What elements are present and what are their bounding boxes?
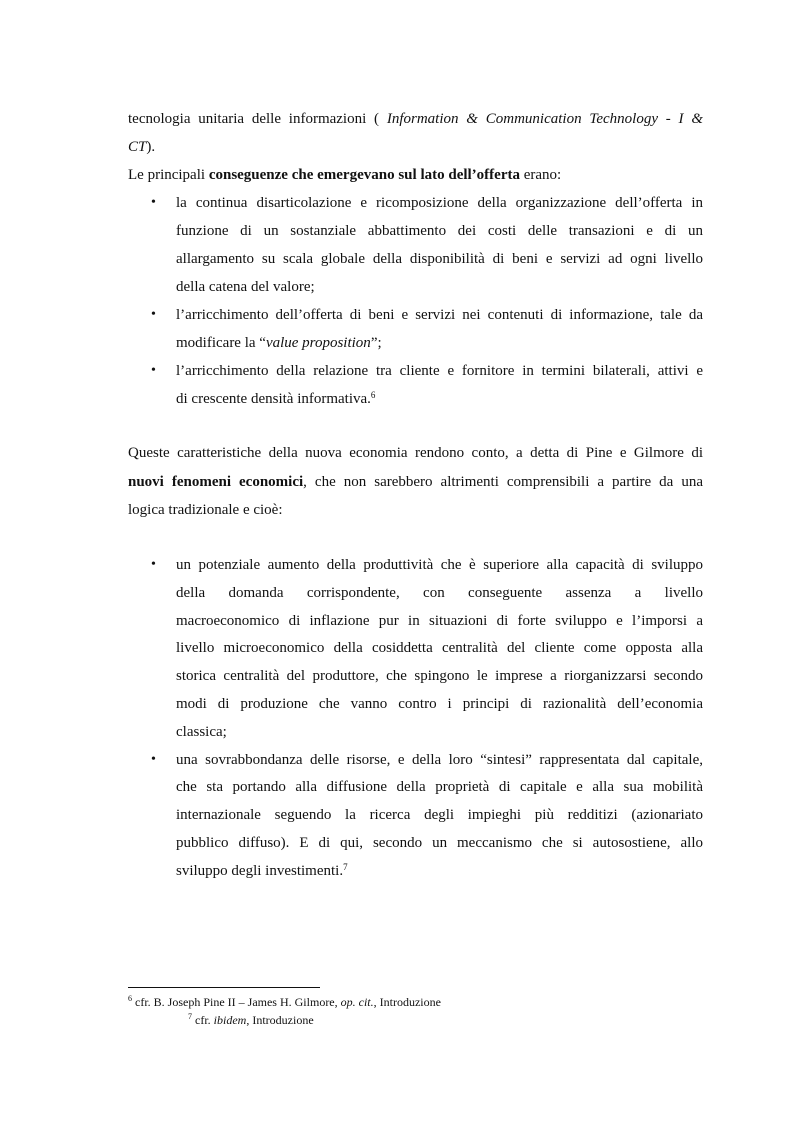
intro-line-1: tecnologia unitaria delle informazioni ( Information & Communication Technology - I &	[128, 111, 703, 127]
list-item-text: modi di produzione che vanno contro i principi di razionalità dell’economia	[176, 696, 703, 712]
footnote-7: $^7$ cfr. ibidem, Introduzione	[188, 1012, 314, 1027]
footnote-ref: 6	[370, 390, 376, 400]
list-item-text: internazionale seguendo la ricerca degli impieghi più redditizi (azionariato	[176, 807, 703, 823]
list-item-text: storica centralità del produttore, che spingono le imprese a riorganizzarsi secondo	[176, 668, 703, 684]
intro-line-2: CT).	[128, 139, 156, 155]
list-item-text: macroeconomico di inflazione pur in situazioni di forte sviluppo e l’imporsi a	[176, 613, 703, 629]
list-item-text: della catena del valore;	[176, 279, 315, 295]
bullet-icon: •	[151, 307, 156, 322]
bullet-icon: •	[151, 752, 156, 767]
list-item-text: funzione di un sostanziale abbattimento dei costi delle transazioni e di un	[176, 223, 703, 239]
list-item-text: livello microeconomico della cosiddetta centralità del cliente come opposta alla	[176, 640, 703, 656]
bullet-icon: •	[151, 557, 156, 572]
footnote-ref: 7	[343, 862, 348, 872]
list-item-text: sviluppo degli investimenti.$^7$	[176, 862, 348, 879]
list-item-text: la continua disarticolazione e ricomposizione della organizzazione dell’offerta in	[176, 195, 703, 211]
paragraph-line: Queste caratteristiche della nuova economia rendono conto, a detta di Pine e Gilmore di	[128, 445, 703, 461]
list-item-text: pubblico diffuso). E di qui, secondo un meccanismo che si autosostiene, allo	[176, 835, 703, 851]
paragraph-line: nuovi fenomeni economici, che non sarebbero altrimenti comprensibili a partire da una	[128, 474, 704, 490]
list-item-text: un potenziale aumento della produttività che è superiore alla capacità di sviluppo	[176, 557, 703, 573]
bullet-icon: •	[151, 195, 156, 210]
list-item-text: della domanda corrispondente, con conseguente assenza a livello	[176, 585, 703, 601]
list-item-text: l’arricchimento dell’offerta di beni e servizi nei contenuti di informazione, tale da	[176, 307, 703, 323]
offerta-lead: Le principali conseguenze che emergevano sul lato dell’offerta erano:	[128, 167, 562, 183]
list-item-text: di crescente densità informativa.$^6$	[176, 390, 376, 407]
bullet-icon: •	[151, 363, 156, 378]
list-item-text: una sovrabbondanza delle risorse, e della loro “sintesi” rappresentata dal capitale,	[176, 752, 703, 768]
paragraph-line: logica tradizionale e cioè:	[128, 502, 283, 518]
footnote-6: $^6$ cfr. B. Joseph Pine II – James H. Gilmore, op. cit., Introduzione	[128, 994, 441, 1009]
list-item-text: allargamento su scala globale della disponibilità di beni e servizi ad ogni livello	[176, 251, 703, 267]
footnote-divider	[128, 987, 320, 988]
list-item-text: modificare la “value proposition”;	[176, 335, 382, 351]
list-item-text: classica;	[176, 724, 227, 740]
list-item-text: che sta portando alla diffusione della proprietà di capitale e alla sua mobilità	[176, 779, 703, 795]
list-item-text: l’arricchimento della relazione tra cliente e fornitore in termini bilaterali, attivi e	[176, 363, 703, 379]
